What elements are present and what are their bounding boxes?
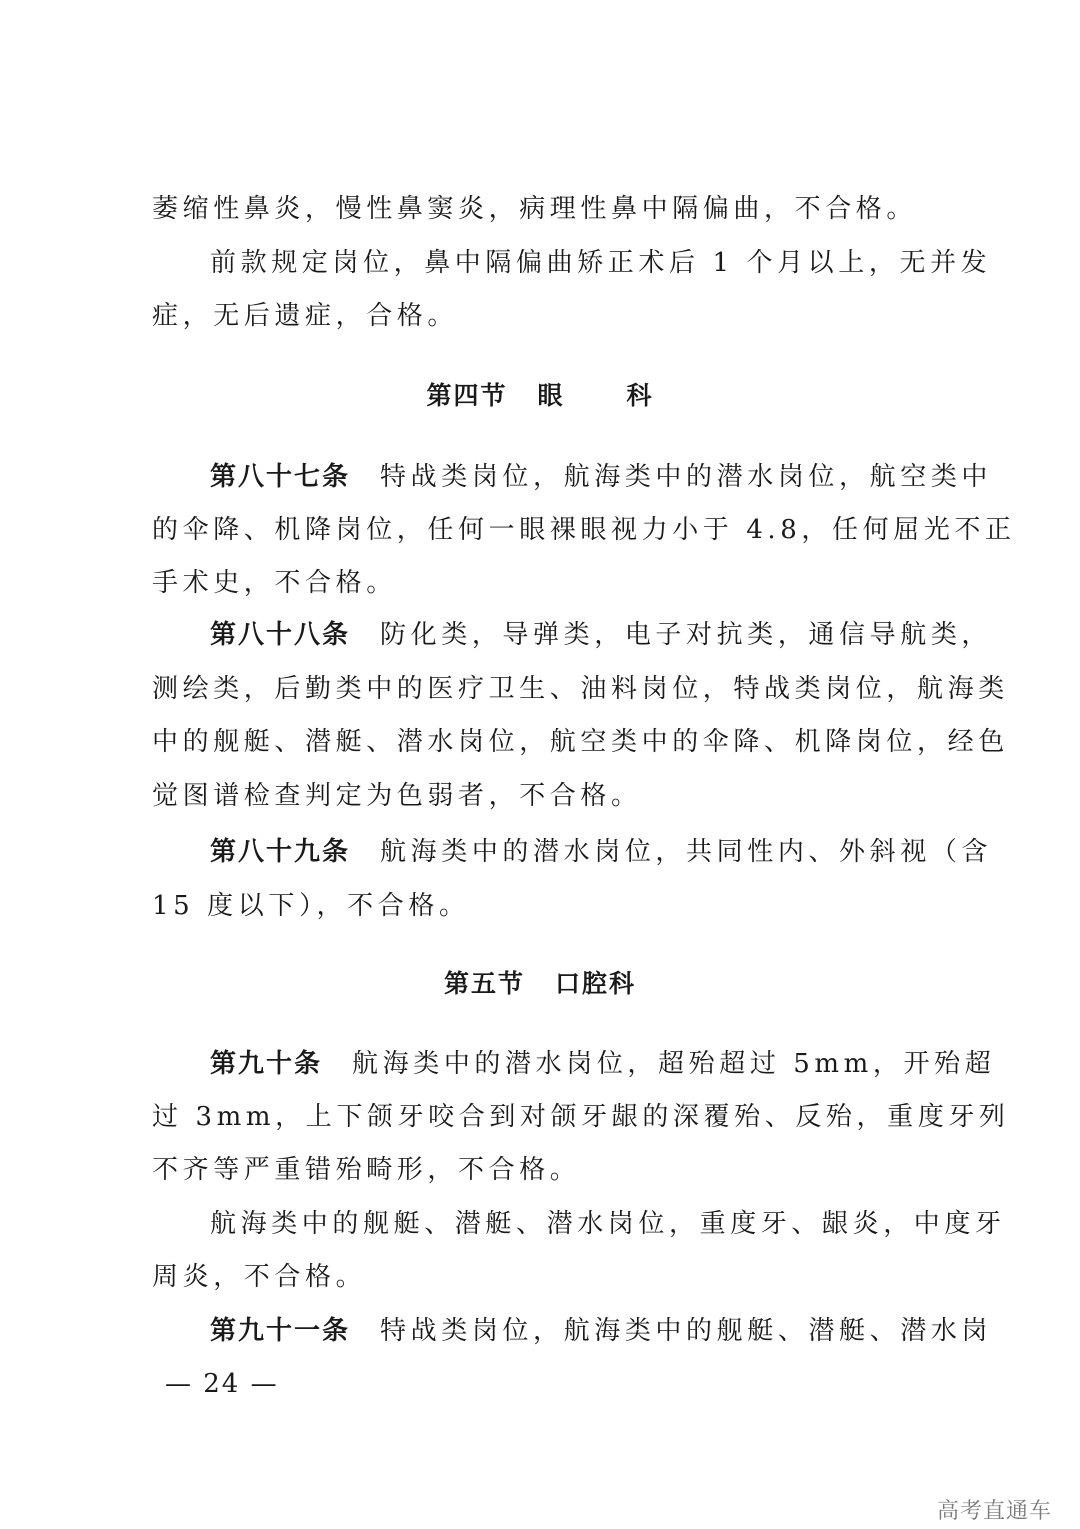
text-line: 过 3mm，上下颌牙咬合到对颌牙龈的深覆殆、反殆，重度牙列 (152, 1102, 1010, 1132)
article-91-line (210, 1311, 1010, 1351)
section-heading-stomatology (0, 964, 1080, 1004)
section-number: 第四节 (426, 381, 508, 410)
article-label: 第八十七条 (210, 462, 351, 492)
text-line: 萎缩性鼻炎，慢性鼻窦炎，病理性鼻中隔偏曲，不合格。 (152, 194, 918, 224)
text-line: 症，无后遗症，合格。 (152, 301, 459, 331)
text-line: 觉图谱检查判定为色弱者，不合格。 (152, 781, 642, 811)
text: 特战类岗位，航海类中的潜水岗位，航空类中 (380, 462, 993, 492)
text: 航海类中的潜水岗位，共同性内、外斜视（含 (380, 837, 993, 867)
section-heading-ophthalmology (0, 376, 1080, 416)
text-line: 的伞降、机降岗位，任何一眼裸眼视力小于 4.8，任何屈光不正 (152, 515, 1016, 545)
text-line: 前款规定岗位，鼻中隔偏曲矫正术后 1 个月以上，无并发 (210, 248, 992, 278)
section-title-part: 科 (626, 381, 654, 410)
text: 航海类中的潜水岗位，超殆超过 5mm，开殆超 (352, 1049, 996, 1079)
section-title: 口腔科 (555, 969, 637, 998)
article-87-line (210, 457, 1010, 497)
text-line: 15 度以下），不合格。 (152, 891, 470, 921)
text-line: 中的舰艇、潜艇、潜水岗位，航空类中的伞降、机降岗位，经色 (152, 727, 1009, 757)
article-label: 第八十八条 (210, 620, 351, 650)
article-label: 第九十条 (210, 1049, 323, 1079)
text: 防化类，导弹类，电子对抗类，通信导航类， (380, 620, 993, 650)
section-title-part: 眼 (537, 381, 565, 410)
article-88-line (210, 615, 1010, 655)
text-line: 不齐等严重错殆畸形，不合格。 (152, 1155, 581, 1185)
article-90-line (210, 1044, 1010, 1084)
article-label: 第八十九条 (210, 837, 351, 867)
article-89-line (210, 832, 1010, 872)
text-line: 周炎，不合格。 (152, 1262, 367, 1292)
article-label: 第九十一条 (210, 1316, 351, 1346)
text-line: 测绘类，后勤类中的医疗卫生、油料岗位，特战类岗位，航海类 (152, 674, 1009, 704)
text-line: 手术史，不合格。 (152, 568, 397, 598)
text: 特战类岗位，航海类中的舰艇、潜艇、潜水岗 (380, 1316, 993, 1346)
watermark: 高考直通车 (936, 1499, 1052, 1524)
section-number: 第五节 (443, 969, 525, 998)
text-line: 航海类中的舰艇、潜艇、潜水岗位，重度牙、龈炎，中度牙 (210, 1209, 1006, 1239)
page-number: — 24 — (165, 1369, 279, 1399)
